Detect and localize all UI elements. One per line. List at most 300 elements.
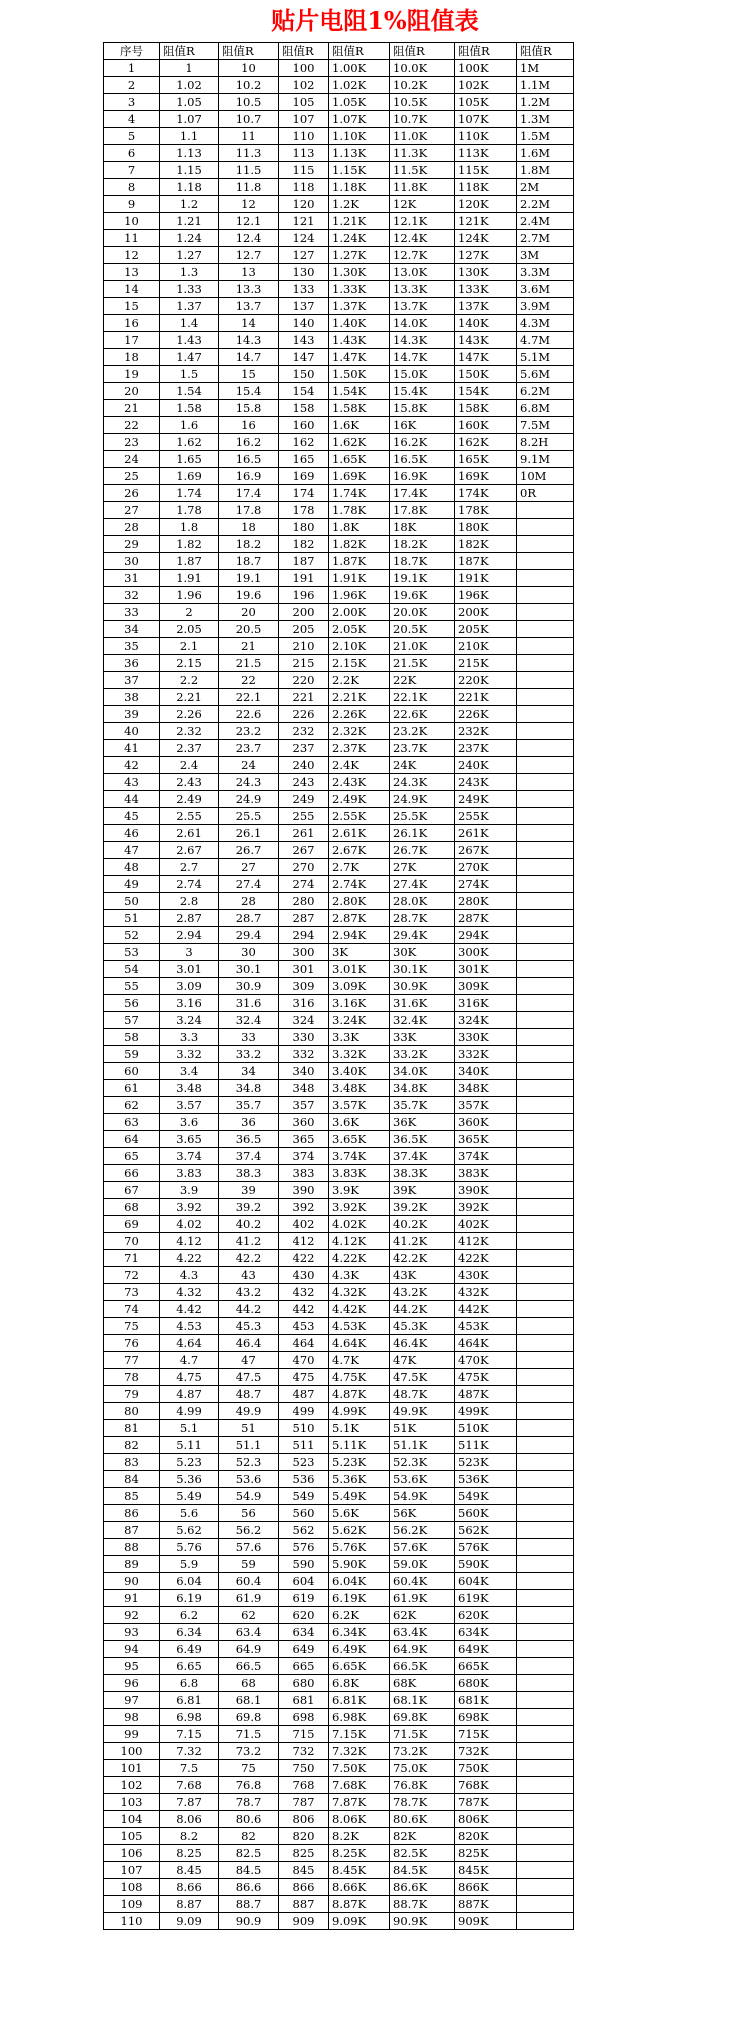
cell-value-col2: 23.7: [219, 740, 279, 757]
cell-value-col2: 27: [219, 859, 279, 876]
cell-value-col7: [517, 1692, 574, 1709]
cell-value-col2: 39: [219, 1182, 279, 1199]
cell-value-col1: 4.42: [160, 1301, 219, 1318]
cell-value-col1: 6.98: [160, 1709, 219, 1726]
cell-value-col5: 18.2K: [390, 536, 455, 553]
table-row: [104, 400, 574, 417]
cell-value-col1: 3.24: [160, 1012, 219, 1029]
cell-value-col1: 3.65: [160, 1131, 219, 1148]
cell-value-col4: 2.61K: [329, 825, 390, 842]
cell-index: 15: [104, 298, 160, 315]
cell-index: 25: [104, 468, 160, 485]
cell-value-col7: [517, 1199, 574, 1216]
cell-value-col2: 18: [219, 519, 279, 536]
cell-value-col4: 7.32K: [329, 1743, 390, 1760]
cell-index: 14: [104, 281, 160, 298]
cell-value-col5: 29.4K: [390, 927, 455, 944]
table-row: [104, 536, 574, 553]
cell-index: 92: [104, 1607, 160, 1624]
cell-value-col2: 22.1: [219, 689, 279, 706]
cell-value-col4: 1.82K: [329, 536, 390, 553]
cell-value-col1: 3.57: [160, 1097, 219, 1114]
cell-value-col5: 12.1K: [390, 213, 455, 230]
cell-index: 36: [104, 655, 160, 672]
cell-value-col2: 18.7: [219, 553, 279, 570]
cell-value-col5: 38.3K: [390, 1165, 455, 1182]
cell-value-col6: 475K: [455, 1369, 517, 1386]
cell-value-col4: 3.74K: [329, 1148, 390, 1165]
cell-value-col3: 464: [279, 1335, 329, 1352]
cell-value-col4: 2.32K: [329, 723, 390, 740]
cell-value-col5: 17.4K: [390, 485, 455, 502]
cell-value-col7: [517, 1760, 574, 1777]
cell-value-col5: 32.4K: [390, 1012, 455, 1029]
cell-value-col5: 14.7K: [390, 349, 455, 366]
cell-value-col1: 6.81: [160, 1692, 219, 1709]
cell-value-col5: 12.7K: [390, 247, 455, 264]
cell-value-col2: 34.8: [219, 1080, 279, 1097]
cell-value-col2: 38.3: [219, 1165, 279, 1182]
cell-index: 18: [104, 349, 160, 366]
cell-value-col6: 487K: [455, 1386, 517, 1403]
cell-value-col3: 169: [279, 468, 329, 485]
cell-value-col5: 36K: [390, 1114, 455, 1131]
cell-value-col1: 6.19: [160, 1590, 219, 1607]
cell-value-col7: [517, 1726, 574, 1743]
cell-index: 23: [104, 434, 160, 451]
table-row: [104, 706, 574, 723]
table-row: [104, 230, 574, 247]
cell-value-col7: [517, 1080, 574, 1097]
cell-value-col6: 909K: [455, 1913, 517, 1930]
cell-value-col3: 174: [279, 485, 329, 502]
cell-value-col5: 24K: [390, 757, 455, 774]
table-row: [104, 281, 574, 298]
cell-value-col6: 562K: [455, 1522, 517, 1539]
cell-value-col5: 18.7K: [390, 553, 455, 570]
cell-value-col3: 392: [279, 1199, 329, 1216]
table-row: [104, 1216, 574, 1233]
cell-value-col5: 73.2K: [390, 1743, 455, 1760]
table-row: [104, 1590, 574, 1607]
cell-value-col5: 14.3K: [390, 332, 455, 349]
cell-value-col7: [517, 1658, 574, 1675]
cell-value-col4: 1.50K: [329, 366, 390, 383]
cell-value-col5: 24.3K: [390, 774, 455, 791]
cell-value-col6: 806K: [455, 1811, 517, 1828]
cell-value-col4: 1.74K: [329, 485, 390, 502]
cell-value-col6: 412K: [455, 1233, 517, 1250]
cell-value-col7: 5.6M: [517, 366, 574, 383]
cell-value-col7: [517, 876, 574, 893]
cell-value-col7: [517, 1063, 574, 1080]
table-row: [104, 587, 574, 604]
table-row: [104, 757, 574, 774]
cell-value-col6: 332K: [455, 1046, 517, 1063]
cell-value-col1: 2.7: [160, 859, 219, 876]
cell-value-col3: 510: [279, 1420, 329, 1437]
cell-value-col2: 66.5: [219, 1658, 279, 1675]
cell-index: 84: [104, 1471, 160, 1488]
cell-value-col4: 4.7K: [329, 1352, 390, 1369]
cell-value-col4: 2.55K: [329, 808, 390, 825]
table-row: [104, 927, 574, 944]
cell-value-col1: 1.18: [160, 179, 219, 196]
cell-value-col2: 15.8: [219, 400, 279, 417]
cell-value-col3: 300: [279, 944, 329, 961]
cell-value-col4: 1.05K: [329, 94, 390, 111]
cell-value-col6: 357K: [455, 1097, 517, 1114]
table-row: [104, 1437, 574, 1454]
cell-value-col4: 1.91K: [329, 570, 390, 587]
cell-value-col6: 294K: [455, 927, 517, 944]
cell-value-col1: 7.15: [160, 1726, 219, 1743]
cell-value-col2: 30.9: [219, 978, 279, 995]
cell-value-col1: 1.3: [160, 264, 219, 281]
cell-value-col7: [517, 1607, 574, 1624]
cell-value-col6: 158K: [455, 400, 517, 417]
cell-value-col6: 274K: [455, 876, 517, 893]
cell-index: 74: [104, 1301, 160, 1318]
cell-value-col5: 10.2K: [390, 77, 455, 94]
cell-value-col7: 8.2H: [517, 434, 574, 451]
cell-value-col2: 13.7: [219, 298, 279, 315]
cell-value-col6: 536K: [455, 1471, 517, 1488]
table-header-row: [104, 43, 574, 60]
cell-value-col1: 1.74: [160, 485, 219, 502]
cell-value-col2: 10.7: [219, 111, 279, 128]
cell-value-col5: 27K: [390, 859, 455, 876]
cell-value-col5: 21.0K: [390, 638, 455, 655]
cell-value-col6: 510K: [455, 1420, 517, 1437]
table-row: [104, 1726, 574, 1743]
cell-value-col3: 324: [279, 1012, 329, 1029]
cell-value-col1: 1.21: [160, 213, 219, 230]
cell-index: 51: [104, 910, 160, 927]
cell-value-col5: 57.6K: [390, 1539, 455, 1556]
table-row: [104, 94, 574, 111]
cell-value-col4: 2.15K: [329, 655, 390, 672]
cell-value-col6: 715K: [455, 1726, 517, 1743]
cell-value-col4: 2.21K: [329, 689, 390, 706]
cell-index: 35: [104, 638, 160, 655]
cell-value-col4: 2.00K: [329, 604, 390, 621]
table-row: [104, 1148, 574, 1165]
cell-index: 53: [104, 944, 160, 961]
cell-value-col2: 26.1: [219, 825, 279, 842]
cell-value-col4: 3.40K: [329, 1063, 390, 1080]
cell-value-col5: 28.7K: [390, 910, 455, 927]
cell-index: 87: [104, 1522, 160, 1539]
cell-index: 76: [104, 1335, 160, 1352]
cell-value-col6: 845K: [455, 1862, 517, 1879]
cell-value-col5: 53.6K: [390, 1471, 455, 1488]
cell-value-col2: 54.9: [219, 1488, 279, 1505]
cell-value-col3: 649: [279, 1641, 329, 1658]
header-value-col5: 阻值R: [390, 43, 455, 60]
cell-value-col5: 10.5K: [390, 94, 455, 111]
cell-value-col5: 43K: [390, 1267, 455, 1284]
cell-value-col3: 620: [279, 1607, 329, 1624]
cell-index: 48: [104, 859, 160, 876]
cell-value-col2: 60.4: [219, 1573, 279, 1590]
cell-value-col6: 182K: [455, 536, 517, 553]
cell-value-col3: 402: [279, 1216, 329, 1233]
table-row: [104, 638, 574, 655]
cell-value-col2: 16.5: [219, 451, 279, 468]
cell-value-col3: 820: [279, 1828, 329, 1845]
cell-value-col1: 2.87: [160, 910, 219, 927]
cell-value-col1: 6.65: [160, 1658, 219, 1675]
cell-value-col7: [517, 910, 574, 927]
cell-value-col6: 365K: [455, 1131, 517, 1148]
cell-index: 110: [104, 1913, 160, 1930]
cell-value-col2: 71.5: [219, 1726, 279, 1743]
table-row: [104, 485, 574, 502]
cell-value-col2: 73.2: [219, 1743, 279, 1760]
cell-value-col5: 17.8K: [390, 502, 455, 519]
cell-value-col6: 133K: [455, 281, 517, 298]
cell-value-col3: 294: [279, 927, 329, 944]
cell-index: 31: [104, 570, 160, 587]
cell-value-col5: 33K: [390, 1029, 455, 1046]
cell-value-col5: 34.0K: [390, 1063, 455, 1080]
cell-value-col1: 2.74: [160, 876, 219, 893]
cell-value-col3: 226: [279, 706, 329, 723]
cell-value-col2: 31.6: [219, 995, 279, 1012]
table-row: [104, 145, 574, 162]
cell-value-col2: 20.5: [219, 621, 279, 638]
cell-value-col6: 866K: [455, 1879, 517, 1896]
cell-value-col6: 196K: [455, 587, 517, 604]
cell-value-col4: 6.34K: [329, 1624, 390, 1641]
cell-value-col1: 1.96: [160, 587, 219, 604]
cell-index: 1: [104, 60, 160, 77]
cell-value-col5: 25.5K: [390, 808, 455, 825]
cell-value-col7: [517, 1284, 574, 1301]
cell-index: 3: [104, 94, 160, 111]
cell-value-col5: 23.7K: [390, 740, 455, 757]
cell-value-col2: 10.5: [219, 94, 279, 111]
table-row: [104, 1114, 574, 1131]
cell-value-col3: 681: [279, 1692, 329, 1709]
cell-value-col2: 62: [219, 1607, 279, 1624]
header-value-col1: 阻值R: [160, 43, 219, 60]
cell-value-col4: 2.2K: [329, 672, 390, 689]
cell-value-col7: [517, 1097, 574, 1114]
cell-value-col7: [517, 502, 574, 519]
cell-value-col4: 3.3K: [329, 1029, 390, 1046]
cell-value-col1: 1.1: [160, 128, 219, 145]
cell-value-col6: 261K: [455, 825, 517, 842]
cell-value-col5: 78.7K: [390, 1794, 455, 1811]
page-title: 贴片电阻1%阻值表: [271, 6, 479, 35]
cell-value-col1: 4.02: [160, 1216, 219, 1233]
cell-value-col6: 453K: [455, 1318, 517, 1335]
cell-index: 94: [104, 1641, 160, 1658]
cell-value-col1: 1.13: [160, 145, 219, 162]
cell-index: 29: [104, 536, 160, 553]
cell-value-col3: 475: [279, 1369, 329, 1386]
cell-value-col3: 232: [279, 723, 329, 740]
cell-value-col6: 576K: [455, 1539, 517, 1556]
cell-value-col3: 383: [279, 1165, 329, 1182]
cell-value-col3: 280: [279, 893, 329, 910]
cell-value-col4: 8.45K: [329, 1862, 390, 1879]
cell-value-col3: 560: [279, 1505, 329, 1522]
table-row: [104, 77, 574, 94]
table-row: [104, 332, 574, 349]
cell-value-col4: 7.68K: [329, 1777, 390, 1794]
cell-value-col6: 267K: [455, 842, 517, 859]
cell-index: 42: [104, 757, 160, 774]
table-row: [104, 213, 574, 230]
cell-value-col3: 825: [279, 1845, 329, 1862]
cell-index: 55: [104, 978, 160, 995]
cell-value-col4: 1.96K: [329, 587, 390, 604]
table-row: [104, 1556, 574, 1573]
table-row: [104, 1760, 574, 1777]
cell-value-col6: 102K: [455, 77, 517, 94]
cell-value-col4: 1.8K: [329, 519, 390, 536]
cell-value-col7: [517, 1386, 574, 1403]
cell-value-col4: 4.99K: [329, 1403, 390, 1420]
cell-value-col6: 422K: [455, 1250, 517, 1267]
cell-value-col4: 3.6K: [329, 1114, 390, 1131]
cell-value-col4: 1.69K: [329, 468, 390, 485]
cell-index: 91: [104, 1590, 160, 1607]
table-row: [104, 451, 574, 468]
cell-value-col3: 261: [279, 825, 329, 842]
table-row: [104, 1284, 574, 1301]
cell-value-col1: 2.26: [160, 706, 219, 723]
cell-value-col5: 11.8K: [390, 179, 455, 196]
cell-value-col1: 5.23: [160, 1454, 219, 1471]
cell-index: 105: [104, 1828, 160, 1845]
cell-value-col3: 487: [279, 1386, 329, 1403]
cell-value-col3: 536: [279, 1471, 329, 1488]
cell-value-col6: 665K: [455, 1658, 517, 1675]
cell-index: 82: [104, 1437, 160, 1454]
header-index: 序号: [104, 43, 160, 60]
cell-value-col3: 180: [279, 519, 329, 536]
cell-value-col6: 226K: [455, 706, 517, 723]
cell-value-col4: 2.49K: [329, 791, 390, 808]
cell-value-col1: 3.3: [160, 1029, 219, 1046]
cell-value-col3: 442: [279, 1301, 329, 1318]
cell-value-col1: 2.21: [160, 689, 219, 706]
cell-value-col3: 887: [279, 1896, 329, 1913]
cell-value-col1: 1.87: [160, 553, 219, 570]
table-row: [104, 162, 574, 179]
table-row: [104, 740, 574, 757]
cell-value-col4: 3.92K: [329, 1199, 390, 1216]
cell-value-col3: 316: [279, 995, 329, 1012]
cell-value-col3: 124: [279, 230, 329, 247]
cell-value-col2: 56: [219, 1505, 279, 1522]
table-row: [104, 1471, 574, 1488]
table-row: [104, 1539, 574, 1556]
cell-value-col3: 806: [279, 1811, 329, 1828]
cell-value-col1: 6.34: [160, 1624, 219, 1641]
cell-value-col6: 887K: [455, 1896, 517, 1913]
cell-value-col6: 240K: [455, 757, 517, 774]
cell-value-col5: 60.4K: [390, 1573, 455, 1590]
table-row: [104, 502, 574, 519]
cell-value-col2: 56.2: [219, 1522, 279, 1539]
cell-value-col4: 3.24K: [329, 1012, 390, 1029]
cell-value-col2: 10: [219, 60, 279, 77]
cell-value-col2: 16.2: [219, 434, 279, 451]
cell-value-col3: 715: [279, 1726, 329, 1743]
cell-value-col2: 14: [219, 315, 279, 332]
cell-value-col2: 39.2: [219, 1199, 279, 1216]
cell-value-col5: 51.1K: [390, 1437, 455, 1454]
cell-value-col5: 66.5K: [390, 1658, 455, 1675]
cell-value-col5: 14.0K: [390, 315, 455, 332]
cell-index: 71: [104, 1250, 160, 1267]
cell-value-col7: [517, 1743, 574, 1760]
cell-value-col1: 7.5: [160, 1760, 219, 1777]
cell-value-col2: 11: [219, 128, 279, 145]
cell-value-col4: 1.02K: [329, 77, 390, 94]
cell-value-col4: 1.24K: [329, 230, 390, 247]
table-row: [104, 689, 574, 706]
cell-value-col5: 12K: [390, 196, 455, 213]
cell-value-col2: 41.2: [219, 1233, 279, 1250]
cell-value-col4: 7.87K: [329, 1794, 390, 1811]
cell-index: 38: [104, 689, 160, 706]
cell-value-col4: 8.25K: [329, 1845, 390, 1862]
cell-value-col2: 35.7: [219, 1097, 279, 1114]
cell-index: 101: [104, 1760, 160, 1777]
cell-value-col2: 19.6: [219, 587, 279, 604]
cell-index: 5: [104, 128, 160, 145]
cell-value-col2: 30.1: [219, 961, 279, 978]
cell-value-col7: [517, 689, 574, 706]
cell-value-col3: 107: [279, 111, 329, 128]
cell-value-col1: 3.74: [160, 1148, 219, 1165]
table-row: [104, 264, 574, 281]
cell-value-col5: 30K: [390, 944, 455, 961]
cell-value-col4: 2.10K: [329, 638, 390, 655]
cell-value-col1: 1.54: [160, 383, 219, 400]
cell-value-col7: 1.6M: [517, 145, 574, 162]
cell-value-col6: 820K: [455, 1828, 517, 1845]
cell-value-col1: 4.12: [160, 1233, 219, 1250]
cell-value-col6: 511K: [455, 1437, 517, 1454]
cell-value-col5: 51K: [390, 1420, 455, 1437]
cell-value-col7: [517, 519, 574, 536]
cell-value-col3: 287: [279, 910, 329, 927]
cell-value-col7: [517, 1573, 574, 1590]
cell-value-col2: 24.9: [219, 791, 279, 808]
cell-value-col7: [517, 672, 574, 689]
cell-value-col2: 37.4: [219, 1148, 279, 1165]
table-row: [104, 1063, 574, 1080]
cell-value-col3: 221: [279, 689, 329, 706]
resistor-value-table: [103, 42, 574, 1930]
cell-value-col5: 42.2K: [390, 1250, 455, 1267]
cell-value-col7: [517, 604, 574, 621]
cell-value-col3: 243: [279, 774, 329, 791]
cell-index: 69: [104, 1216, 160, 1233]
cell-index: 28: [104, 519, 160, 536]
cell-value-col4: 1.87K: [329, 553, 390, 570]
cell-value-col3: 332: [279, 1046, 329, 1063]
cell-index: 44: [104, 791, 160, 808]
cell-value-col2: 27.4: [219, 876, 279, 893]
